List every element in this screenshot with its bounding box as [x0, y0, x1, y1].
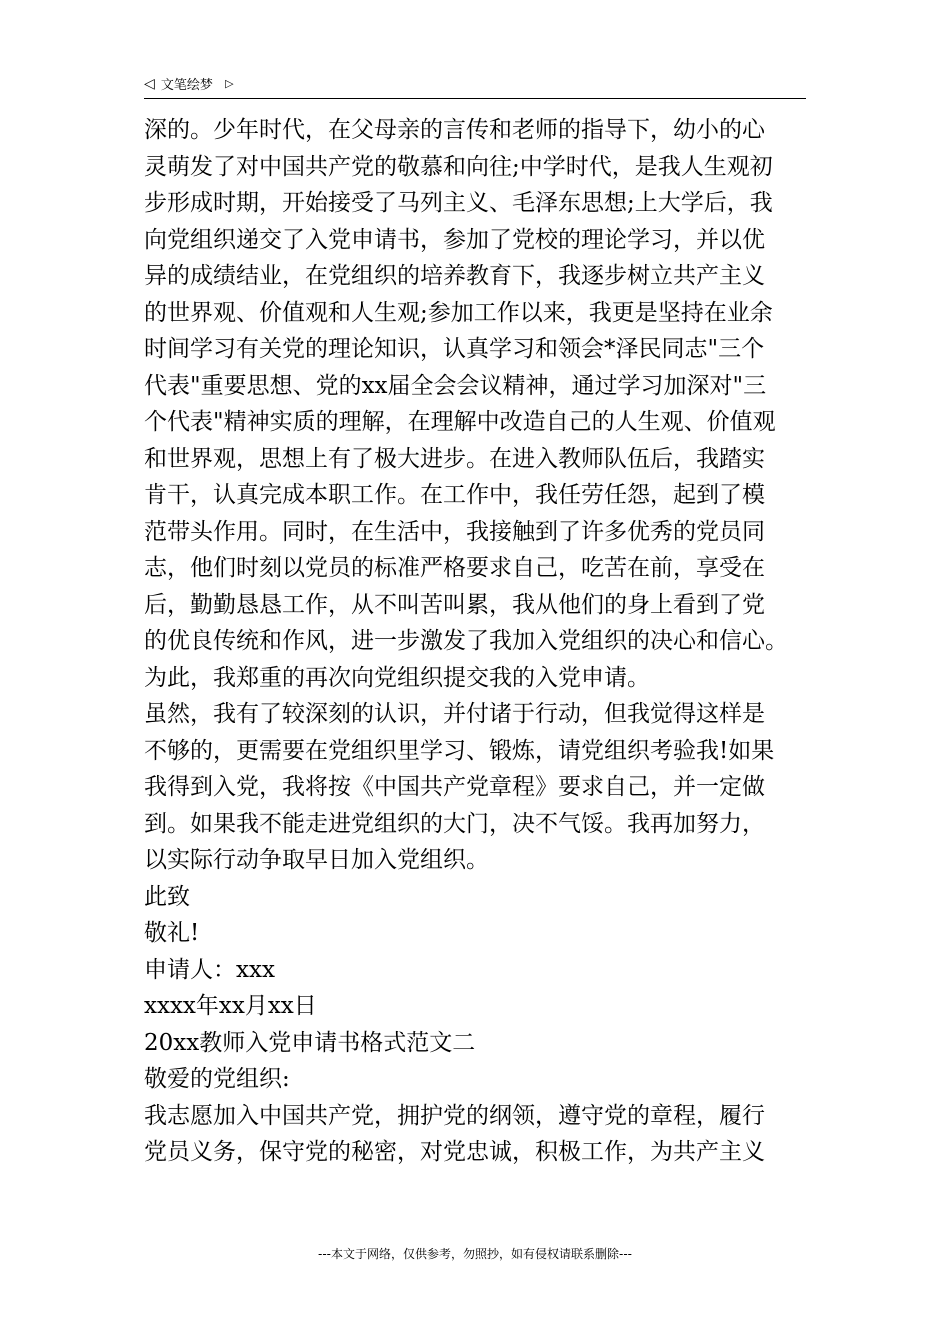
text-line: 后，勤勤恳恳工作，从不叫苦叫累，我从他们的身上看到了党 [144, 591, 765, 618]
text-line: 异的成绩结业，在党组织的培养教育下，我逐步树立共产主义 [144, 263, 765, 289]
text-line: 的世界观、价值观和人生观;参加工作以来，我更是坚持在业余 [144, 299, 773, 326]
text-line: 虽然，我有了较深刻的认识，并付诸于行动，但我觉得这样是 [144, 701, 765, 727]
applicant-signature: 申请人：xxx [144, 956, 275, 983]
text-line: 党员义务，保守党的秘密，对党忠诚，积极工作，为共产主义 [144, 1139, 765, 1165]
text-line: 志，他们时刻以党员的标准严格要求自己，吃苦在前，享受在 [144, 555, 765, 581]
text-line: 深的。少年时代，在父母亲的言传和老师的指导下，幼小的心 [144, 117, 765, 143]
page-footer-disclaimer: ---本文于网络，仅供参考，勿照抄，如有侵权请联系删除--- [318, 1247, 632, 1261]
text-line: 以实际行动争取早日加入党组织。 [144, 847, 489, 873]
text-line: 代表"重要思想、党的xx届全会会议精神，通过学习加深对"三 [144, 372, 767, 399]
text-line: 时间学习有关党的理论知识，认真学习和领会*泽民同志"三个 [144, 336, 765, 362]
text-line: 向党组织递交了入党申请书，参加了党校的理论学习，并以优 [144, 226, 765, 253]
document-body [144, 112, 806, 1171]
header-brand: 文笔绘梦 [160, 78, 213, 93]
triangle-right-icon: ▷ [225, 77, 234, 90]
page-header [144, 74, 806, 99]
text-line: 的优良传统和作风，进一步激发了我加入党组织的决心和信心。 [144, 628, 788, 654]
text-line: 到。如果我不能走进党组织的大门，决不气馁。我再加努力， [144, 810, 765, 837]
greeting: 敬爱的党组织: [144, 1066, 290, 1092]
text-line: 为此，我郑重的再次向党组织提交我的入党申请。 [144, 664, 650, 691]
triangle-left-icon: ◁ [144, 75, 155, 92]
text-line: 我得到入党，我将按《中国共产党章程》要求自己，并一定做 [144, 774, 765, 800]
text-line: 个代表"精神实质的理解，在理解中改造自己的人生观、价值观 [144, 409, 776, 435]
text-line: 范带头作用。同时，在生活中，我接触到了许多优秀的党员同 [144, 518, 765, 545]
application-date: xxxx年xx月xx日 [144, 993, 317, 1019]
text-line: 和世界观，思想上有了极大进步。在进入教师队伍后，我踏实 [144, 445, 765, 472]
text-line: 肯干，认真完成本职工作。在工作中，我任劳任怨，起到了模 [144, 482, 765, 508]
text-line: 我志愿加入中国共产党，拥护党的纲领，遵守党的章程，履行 [144, 1102, 765, 1129]
text-line: 灵萌发了对中国共产党的敬慕和向往;中学时代，是我人生观初 [144, 153, 773, 180]
section-title: 20xx教师入党申请书格式范文二 [144, 1029, 476, 1056]
closing-regards: 敬礼! [144, 920, 200, 946]
text-line: 步形成时期，开始接受了马列主义、毛泽东思想;上大学后，我 [144, 190, 773, 216]
closing-salutation: 此致 [144, 883, 190, 910]
text-line: 不够的，更需要在党组织里学习、锻炼，请党组织考验我!如果 [144, 737, 775, 764]
